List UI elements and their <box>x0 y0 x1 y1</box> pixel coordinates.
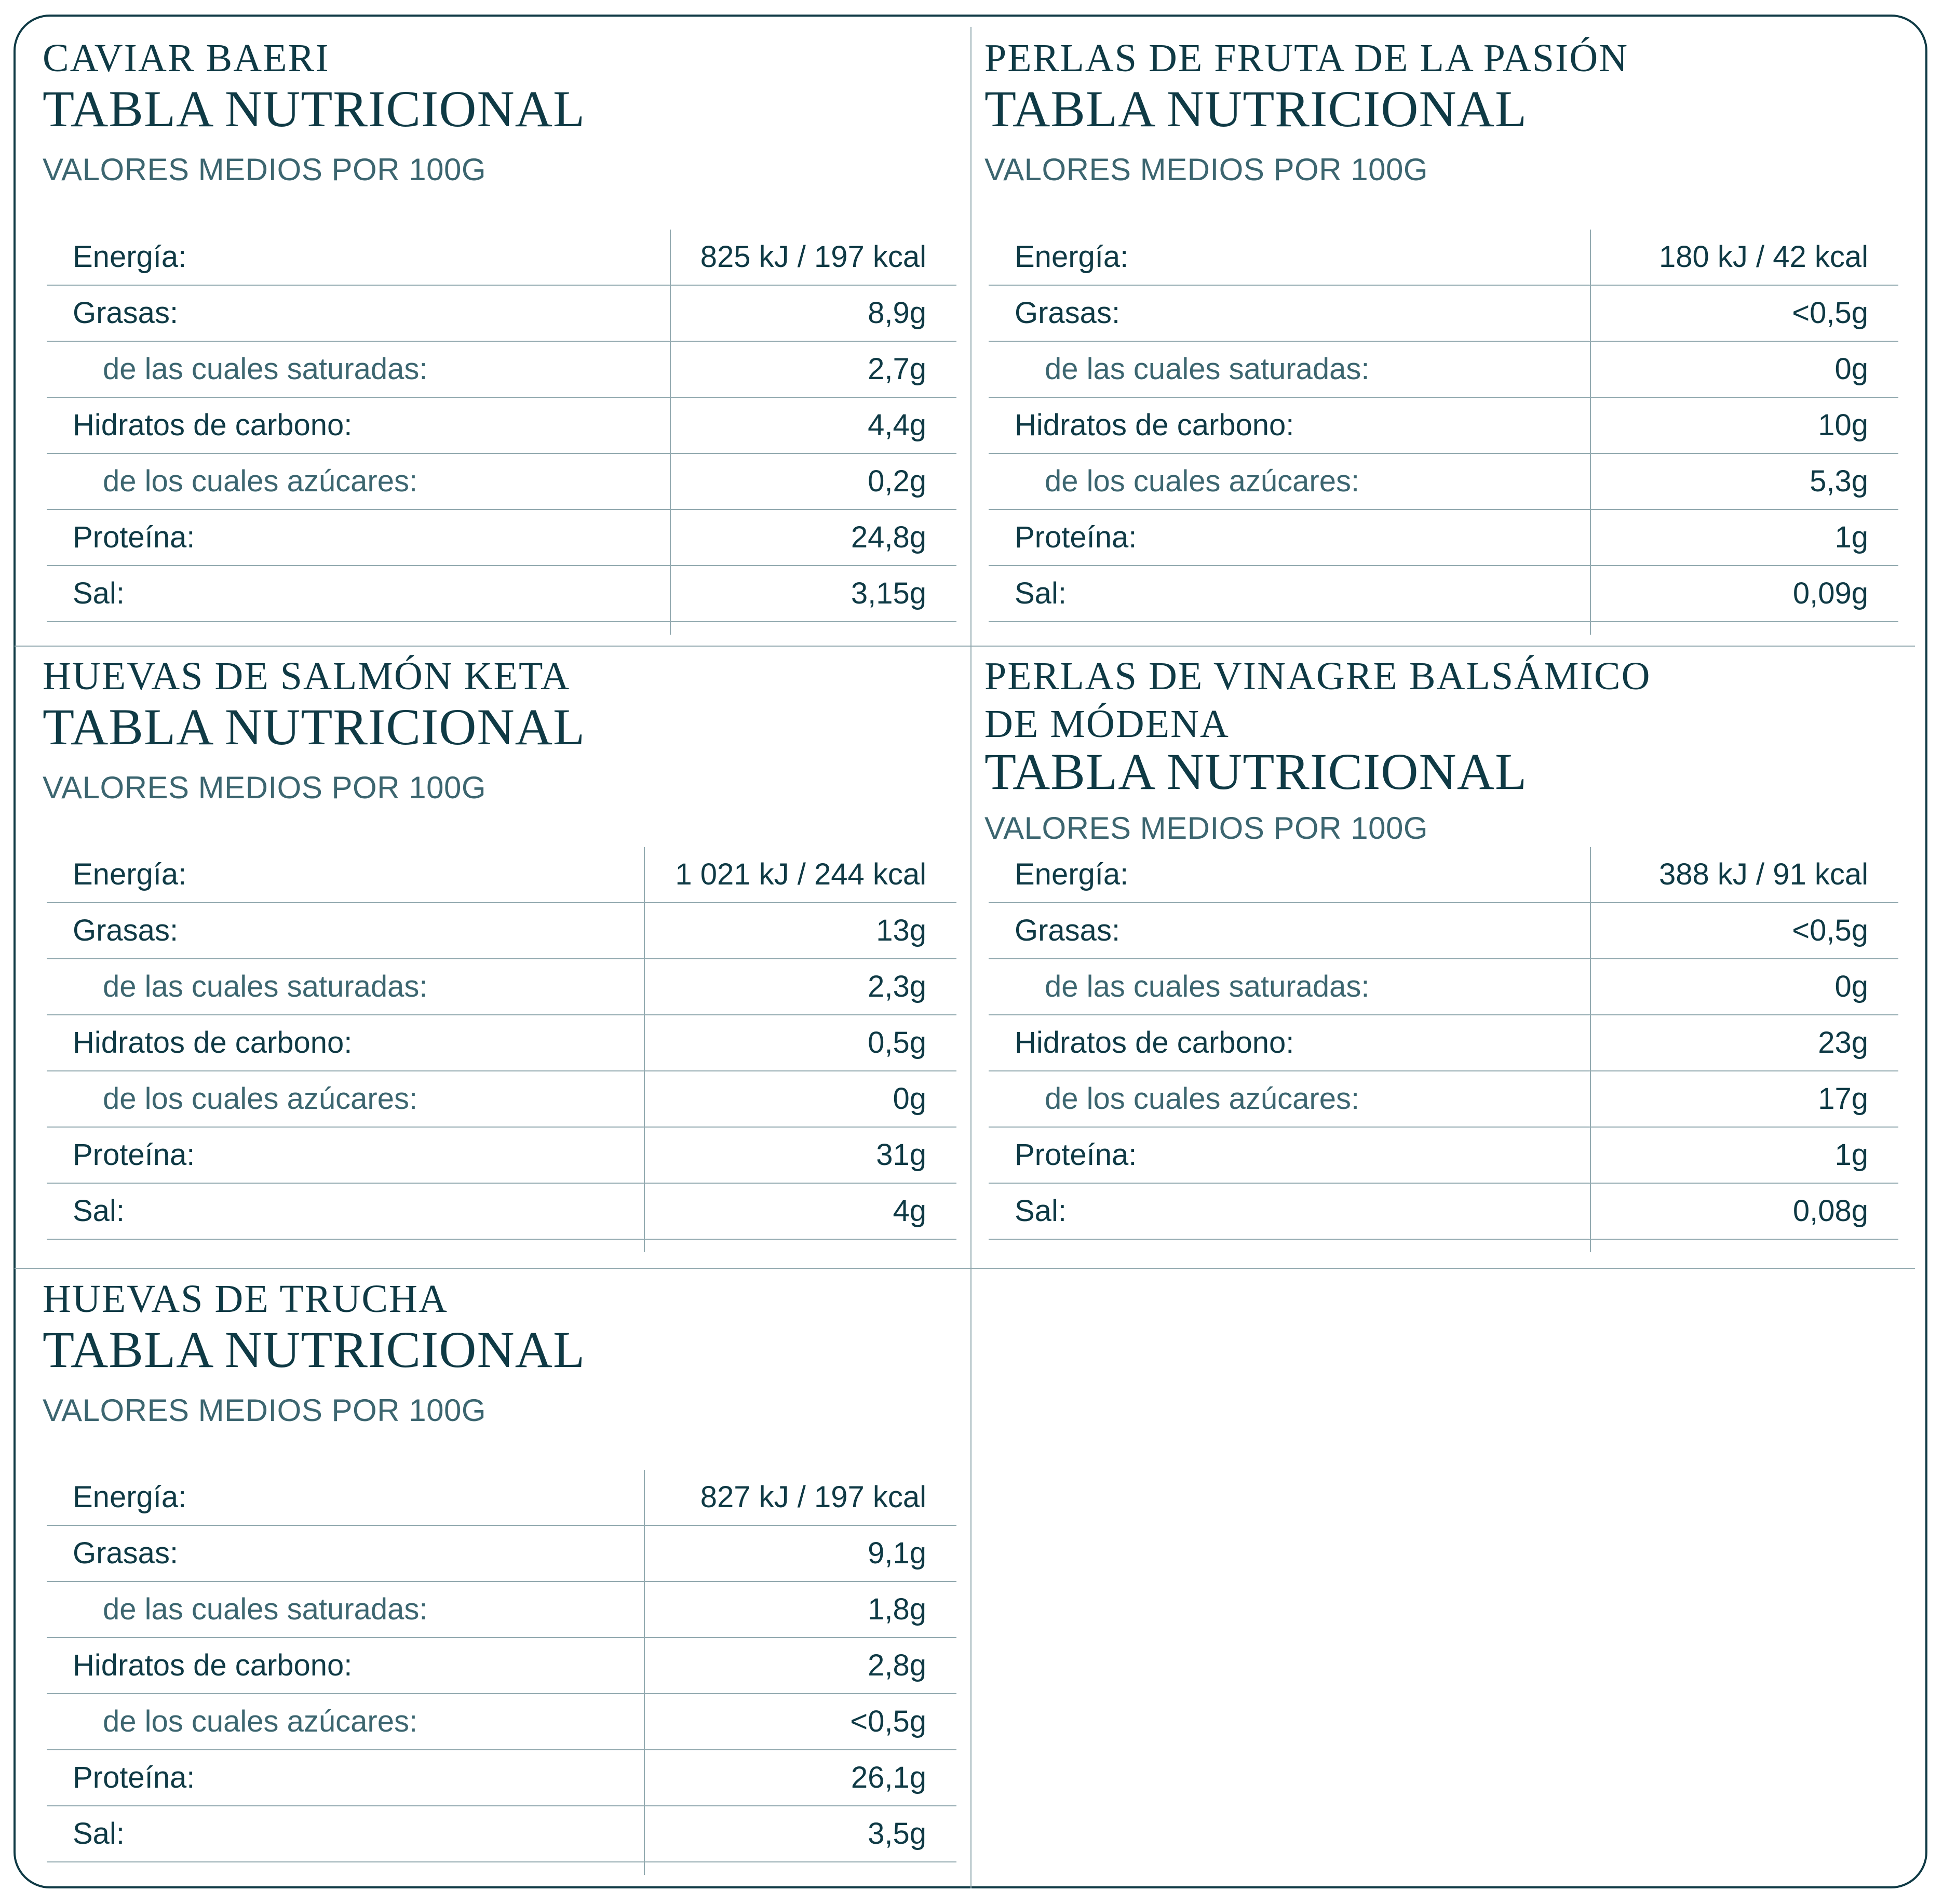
table-row <box>47 1470 956 1526</box>
table-row <box>989 959 1898 1015</box>
table-row <box>47 1582 956 1638</box>
table-subtitle: VALORES MEDIOS POR 100G <box>43 1393 486 1428</box>
nutrient-label: Energía: <box>73 857 187 891</box>
nutrient-value: 1g <box>1834 1138 1868 1172</box>
nutrient-value: <0,5g <box>1792 296 1868 330</box>
nutrient-label: Energía: <box>1015 240 1129 274</box>
nutrition-table <box>989 847 1898 1240</box>
table-row <box>47 1184 956 1240</box>
nutrient-label: Sal: <box>1015 576 1067 610</box>
nutrient-value: 3,15g <box>851 576 926 610</box>
table-row <box>989 510 1898 566</box>
table-row <box>47 1806 956 1862</box>
table-row <box>47 1071 956 1128</box>
table-subtitle: VALORES MEDIOS POR 100G <box>43 770 486 805</box>
table-row <box>989 230 1898 286</box>
nutrient-label: Sal: <box>73 576 125 610</box>
table-heading: TABLA NUTRICIONAL <box>984 743 1528 800</box>
table-row <box>989 1184 1898 1240</box>
nutrient-label: Hidratos de carbono: <box>73 1026 353 1060</box>
nutrient-label: Hidratos de carbono: <box>1015 408 1294 442</box>
nutrient-label: de las cuales saturadas: <box>103 352 428 386</box>
nutrient-value: 0,2g <box>868 464 926 498</box>
nutrient-value: <0,5g <box>1792 914 1868 947</box>
nutrient-value: 31g <box>876 1138 926 1172</box>
panel-caviar-baeri <box>43 31 956 610</box>
nutrient-label: de los cuales azúcares: <box>103 1705 418 1738</box>
table-row <box>989 1015 1898 1071</box>
nutrient-value: 0,5g <box>868 1026 926 1060</box>
nutrient-value: 24,8g <box>851 520 926 554</box>
nutrient-value: 825 kJ / 197 kcal <box>700 240 926 274</box>
nutrient-value: 2,3g <box>868 970 926 1003</box>
nutrient-label: Sal: <box>73 1817 125 1851</box>
nutrient-label: de los cuales azúcares: <box>103 464 418 498</box>
table-row <box>47 1526 956 1582</box>
table-row <box>47 342 956 398</box>
table-row <box>47 1015 956 1071</box>
table-row <box>989 398 1898 454</box>
table-subtitle: VALORES MEDIOS POR 100G <box>984 811 1428 846</box>
nutrient-value: 1,8g <box>868 1592 926 1626</box>
nutrient-label: de las cuales saturadas: <box>1045 352 1370 386</box>
nutrient-label: Proteína: <box>73 520 195 554</box>
nutrition-table <box>47 230 956 622</box>
table-row <box>47 847 956 903</box>
product-name: PERLAS DE VINAGRE BALSÁMICO <box>984 654 1651 698</box>
nutrient-label: Grasas: <box>73 296 179 330</box>
nutrient-value: 23g <box>1818 1026 1868 1060</box>
table-row <box>47 1694 956 1750</box>
table-row <box>989 286 1898 342</box>
product-name: CAVIAR BAERI <box>43 36 330 80</box>
table-subtitle: VALORES MEDIOS POR 100G <box>43 152 486 187</box>
nutrient-label: de las cuales saturadas: <box>103 970 428 1003</box>
table-row <box>47 230 956 286</box>
nutrient-label: de las cuales saturadas: <box>103 1592 428 1626</box>
nutrient-label: Grasas: <box>73 1536 179 1570</box>
table-heading: TABLA NUTRICIONAL <box>43 1321 586 1378</box>
nutrition-table <box>47 847 956 1240</box>
nutrient-value: 388 kJ / 91 kcal <box>1659 857 1868 891</box>
nutrient-value: 1g <box>1834 520 1868 554</box>
nutrient-value: 3,5g <box>868 1817 926 1851</box>
nutrient-label: Sal: <box>1015 1194 1067 1228</box>
table-row <box>989 1071 1898 1128</box>
table-subtitle: VALORES MEDIOS POR 100G <box>984 152 1428 187</box>
nutrient-value: 13g <box>876 914 926 947</box>
nutrient-value: 0g <box>1834 970 1868 1003</box>
table-row <box>47 1750 956 1806</box>
nutrient-value: 4g <box>893 1194 926 1228</box>
nutrient-value: 8,9g <box>868 296 926 330</box>
nutrient-value: 1 021 kJ / 244 kcal <box>675 857 926 891</box>
column-divider <box>970 27 972 1888</box>
table-heading: TABLA NUTRICIONAL <box>984 80 1528 138</box>
nutrient-label: de las cuales saturadas: <box>1045 970 1370 1003</box>
nutrient-label: Energía: <box>73 1480 187 1514</box>
nutrient-value: 4,4g <box>868 408 926 442</box>
table-heading: TABLA NUTRICIONAL <box>43 698 586 756</box>
table-heading: TABLA NUTRICIONAL <box>43 80 586 138</box>
table-row <box>989 1128 1898 1184</box>
nutrient-label: de los cuales azúcares: <box>1045 464 1360 498</box>
table-row <box>47 566 956 622</box>
nutrient-value: 0,08g <box>1792 1194 1868 1228</box>
product-name: HUEVAS DE SALMÓN KETA <box>43 654 571 698</box>
nutrient-label: Hidratos de carbono: <box>73 408 353 442</box>
nutrient-label: Proteína: <box>1015 520 1137 554</box>
nutrient-value: 26,1g <box>851 1761 926 1794</box>
product-name: PERLAS DE FRUTA DE LA PASIÓN <box>984 36 1629 80</box>
table-row <box>47 903 956 959</box>
table-row <box>47 1128 956 1184</box>
nutrient-value: 0g <box>893 1082 926 1116</box>
table-row <box>47 959 956 1015</box>
product-name: HUEVAS DE TRUCHA <box>43 1277 448 1321</box>
nutrient-value: 0,09g <box>1792 576 1868 610</box>
nutrient-label: Grasas: <box>1015 296 1121 330</box>
nutrient-value: 5,3g <box>1810 464 1868 498</box>
nutrient-label: Energía: <box>1015 857 1129 891</box>
product-name: DE MÓDENA <box>984 702 1230 746</box>
table-row <box>47 398 956 454</box>
table-row <box>989 847 1898 903</box>
table-row <box>989 454 1898 510</box>
nutrient-label: Energía: <box>73 240 187 274</box>
panel-perlas-fruta-pasion <box>984 31 1898 610</box>
nutrient-label: de los cuales azúcares: <box>103 1082 418 1116</box>
nutrient-label: Grasas: <box>73 914 179 947</box>
table-row <box>47 286 956 342</box>
nutrient-label: Proteína: <box>73 1761 195 1794</box>
nutrient-label: Sal: <box>73 1194 125 1228</box>
panel-huevas-trucha <box>43 1272 956 1851</box>
nutrient-label: Hidratos de carbono: <box>1015 1026 1294 1060</box>
nutrient-value: 2,8g <box>868 1648 926 1682</box>
nutrient-value: 827 kJ / 197 kcal <box>700 1480 926 1514</box>
table-row <box>47 454 956 510</box>
nutrition-table <box>47 1470 956 1862</box>
table-row <box>47 510 956 566</box>
nutrient-label: Grasas: <box>1015 914 1121 947</box>
nutrient-value: 10g <box>1818 408 1868 442</box>
nutrient-value: 17g <box>1818 1082 1868 1116</box>
nutrient-value: 0g <box>1834 352 1868 386</box>
row-divider <box>15 1268 1915 1269</box>
nutrition-table <box>989 230 1898 622</box>
panel-huevas-salmon-keta <box>43 649 956 1228</box>
nutrient-label: Proteína: <box>73 1138 195 1172</box>
row-divider <box>15 646 1915 647</box>
table-row <box>989 342 1898 398</box>
table-row <box>989 903 1898 959</box>
nutrient-label: Hidratos de carbono: <box>73 1648 353 1682</box>
nutrient-value: 180 kJ / 42 kcal <box>1659 240 1868 274</box>
nutrient-value: 9,1g <box>868 1536 926 1570</box>
table-row <box>47 1638 956 1694</box>
nutrient-value: 2,7g <box>868 352 926 386</box>
nutrient-value: <0,5g <box>850 1705 926 1738</box>
nutrient-label: Proteína: <box>1015 1138 1137 1172</box>
panel-perlas-vinagre-balsamico <box>984 649 1898 1228</box>
nutrient-label: de los cuales azúcares: <box>1045 1082 1360 1116</box>
table-row <box>989 566 1898 622</box>
